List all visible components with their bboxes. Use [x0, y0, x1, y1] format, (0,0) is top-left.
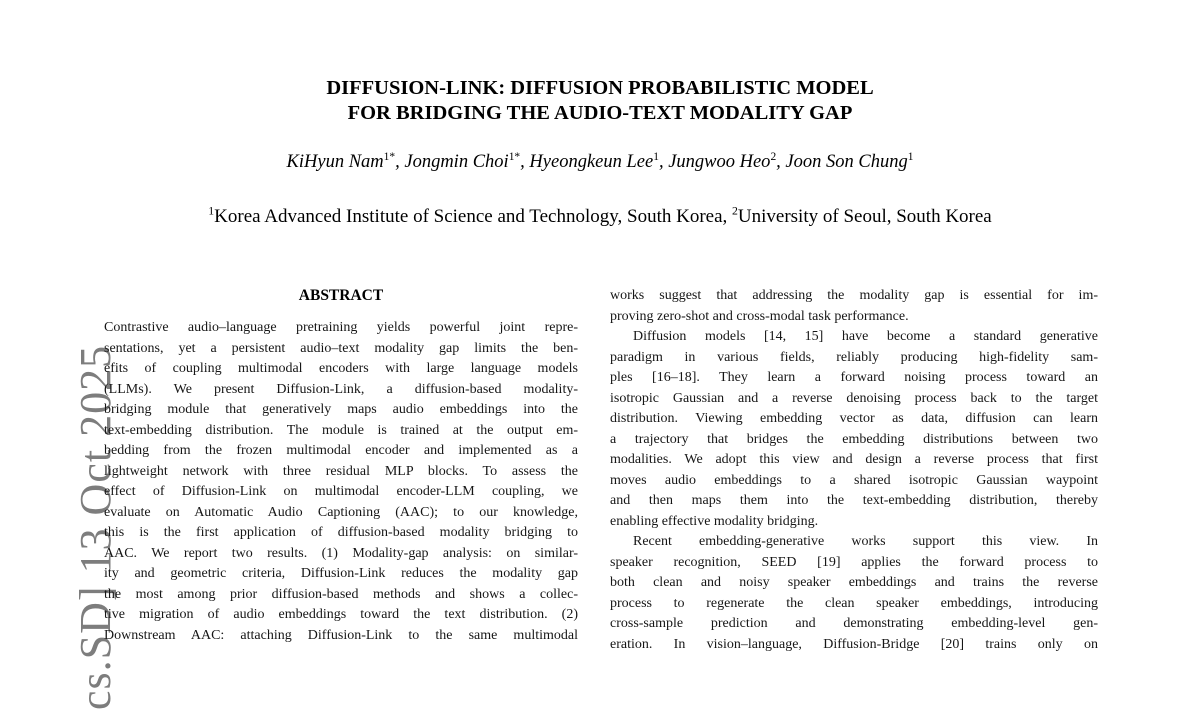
- paper-title: [0, 76, 1200, 126]
- right-column: [610, 286, 1098, 655]
- affiliation-marker: 1: [208, 204, 215, 218]
- text-line: eration. In vision–language, Diffusion-Bridge [20] trains only on: [610, 636, 1098, 652]
- author-affiliation-marker: 1: [907, 150, 914, 163]
- text-line: Contrastive audio–language pretraining yields powerful joint repre-: [104, 320, 578, 335]
- authors-line: KiHyun Nam$^{1*}$, Jongmin Choi$^{1*}$, Hyeongkeun Lee$^1$, Jungwoo Heo$^2$, Joon Son Chung$^1$: [286, 150, 914, 172]
- text-line: bedding from the frozen multimodal encoder and implemented as a: [104, 443, 578, 458]
- text-line: Diffusion models [14, 15] have become a standard generative: [633, 329, 1098, 344]
- paper-title-line1: DIFFUSION-LINK: DIFFUSION PROBABILISTIC MODEL: [326, 77, 874, 99]
- text-line: (LLMs). We present Diffusion-Link, a diffusion-based modality-: [104, 381, 578, 397]
- text-line: and then maps them into the text-embedding distribution, thereby: [610, 493, 1098, 508]
- text-line: moves audio embeddings to a shared isotropic Gaussian waypoint: [610, 472, 1098, 488]
- text-line: AAC. We report two results. (1) Modality-gap analysis: on similar-: [104, 545, 578, 561]
- text-line: effect of Diffusion-Link on multimodal encoder-LLM coupling, we: [104, 484, 578, 499]
- abstract-heading: ABSTRACT: [298, 287, 384, 304]
- text-line: Downstream AAC: attaching Diffusion-Link to the same multimodal: [104, 627, 578, 643]
- text-line: ity and geometric criteria, Diffusion-Link reduces the modality gap: [104, 566, 578, 581]
- text-line: speaker recognition, SEED [19] applies the forward process to: [610, 554, 1098, 570]
- text-line: bridging module that generatively maps audio embeddings into the: [104, 402, 578, 417]
- affiliations-line: $^1$Korea Advanced Institute of Science and Technology, South Korea, $^2$University of Seoul, South Korea: [208, 204, 992, 227]
- arxiv-watermark: cs.SD] 13 Oct 2025: [71, 344, 120, 710]
- text-line: distribution. Viewing embedding vector as data, diffusion can learn: [610, 411, 1098, 426]
- text-line: process to regenerate the clean speaker embeddings, introducing: [610, 595, 1098, 611]
- text-line: Recent embedding-generative works support this view. In: [633, 534, 1098, 549]
- text-line: works suggest that addressing the modality gap is essential for im-: [610, 288, 1098, 303]
- author-affiliation-marker: 1: [653, 150, 659, 163]
- text-line: sentations, yet a persistent audio–text modality gap limits the ben-: [104, 340, 578, 356]
- author-affiliation-marker: 1*: [383, 150, 396, 163]
- text-line: evaluate on Automatic Audio Captioning (AAC); to our knowledge,: [104, 504, 578, 520]
- text-line: efits of coupling multimodal encoders with large language models: [104, 361, 578, 376]
- text-line: modalities. We adopt this view and design a reverse process that first: [610, 452, 1098, 467]
- author-name: KiHyun Nam$^{1*}$: [286, 150, 396, 172]
- text-line: a trajectory that bridges the embedding distributions between two: [610, 431, 1098, 447]
- author-affiliation-marker: 2: [770, 150, 777, 163]
- author-name: Jungwoo Heo$^2$: [668, 150, 777, 172]
- author-name: Hyeongkeun Lee$^1$: [529, 150, 659, 172]
- affiliation-marker: 2: [732, 204, 738, 218]
- author-name: Jongmin Choi$^{1*}$: [404, 150, 521, 172]
- text-line: both clean and noisy speaker embeddings and trains the reverse: [610, 575, 1098, 590]
- text-line: this is the first application of diffusion-based modality bridging to: [104, 525, 578, 540]
- author-affiliation-marker: 1*: [508, 150, 521, 163]
- text-line: paradigm in various fields, reliably producing high-fidelity sam-: [610, 349, 1098, 365]
- text-line: tive migration of audio embeddings toward the text distribution. (2): [104, 607, 578, 622]
- paper-title-line2: FOR BRIDGING THE AUDIO-TEXT MODALITY GAP: [347, 102, 853, 124]
- two-column-body: [104, 286, 1098, 655]
- text-line: enabling effective modality bridging.: [610, 513, 819, 529]
- text-line: lightweight network with three residual MLP blocks. To assess the: [104, 463, 578, 479]
- text-line: isotropic Gaussian and a reverse denoising process back to the target: [610, 390, 1098, 406]
- author-name: Joon Son Chung$^1$: [785, 150, 914, 172]
- text-line: text-embedding distribution. The module is trained at the output em-: [104, 422, 578, 438]
- left-column: [104, 286, 578, 655]
- text-line: ples [16–18]. They learn a forward noising process toward an: [610, 370, 1098, 385]
- text-line: proving zero-shot and cross-modal task performance.: [610, 308, 909, 324]
- text-line: the most among prior diffusion-based methods and shows a collec-: [104, 586, 578, 602]
- abstract-body: [104, 318, 578, 646]
- text-line: cross-sample prediction and demonstrating embedding-level gen-: [610, 616, 1098, 631]
